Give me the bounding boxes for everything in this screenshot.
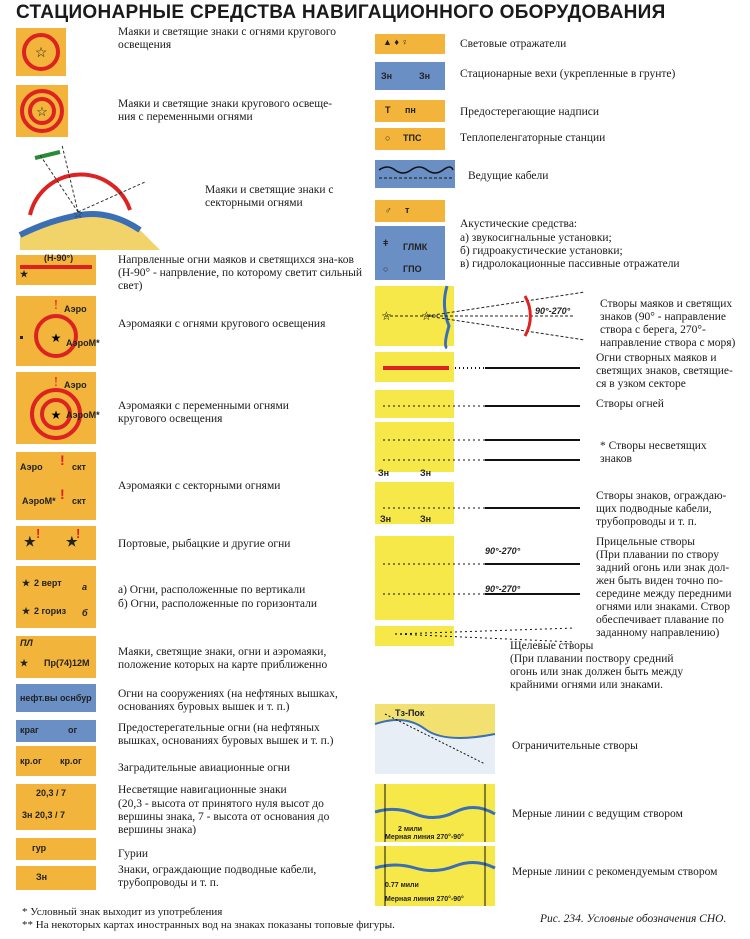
text-limiting: Ограничительные створы [512, 740, 638, 752]
label-zn-r6: Зн [420, 514, 432, 524]
label-gur: гур [32, 843, 47, 853]
symbol-port-lights [16, 526, 96, 560]
svg-text:☆: ☆ [381, 309, 392, 323]
label-goriz: 2 гориз [34, 606, 67, 616]
text-aiming-note: (При плавании по створу задний огонь или знак дол-жен быть виден точно по-середине между передними огнями или знаками. Створ обеспечивает плавание по заданному направлению) [596, 549, 732, 639]
figure-caption: Рис. 234. Условные обозначения СНО. [540, 913, 727, 925]
label-skt-2: скт [72, 496, 86, 506]
svg-text:!: ! [53, 298, 59, 313]
symbol-cable-marks [16, 866, 96, 890]
label-krag: краг [20, 725, 39, 735]
label-aerom-3: АэроМ* [22, 496, 56, 506]
symbol-vert-horiz [16, 566, 96, 628]
symbol-stakes [375, 62, 445, 90]
symbol-acoustic-sound [375, 200, 445, 222]
label-b: б [82, 608, 88, 618]
text-aero-variable: Аэромаяки с переменными огнями кругового освещения [118, 400, 289, 425]
symbol-acoustic-hydro [375, 226, 445, 280]
label-zn-r3: Зн [378, 468, 390, 478]
t-icon: T [385, 105, 391, 115]
symbol-circular-light [16, 28, 66, 76]
exclaim-icon: ! [60, 452, 65, 468]
footnote-2: ** На некоторых картах иностранных вод на знаках показаны топовые фигуры. [22, 919, 395, 931]
text-directed: Напрвленные огни маяков и светящихся зна-ков (Н-90° - напрвление, по которому светит сильный свет) [118, 254, 363, 292]
bell-icon: ♂ [385, 205, 392, 215]
text-inscriptions: Предостерегающие надписи [460, 106, 600, 118]
text-leading-lines: Створы маяков и светящих знаков (90° - направление створа с берега, 270°- направление створа с моря) [600, 298, 736, 349]
label-aerom-2: АэроМ* [66, 410, 100, 420]
text-aero-circular: Аэромаяки с огнями кругового освещения [118, 318, 326, 330]
text-stakes: Стационарные вехи (укрепленные в грунте) [460, 68, 676, 80]
text-measured-recommended: Мерные линии с рекомендуемым створом [512, 866, 718, 878]
svg-text:☆: ☆ [72, 207, 84, 221]
text-aero-sector: Аэромаяки с секторными огнями [118, 480, 281, 492]
label-krog-2: кр.ог [60, 756, 82, 766]
svg-text:★: ★ [50, 408, 62, 422]
hydro-icon: ǂ [383, 238, 389, 248]
text-cables: Ведущие кабели [468, 170, 549, 182]
text-horizontal: б) Огни, расположенные по горизонтали [118, 598, 317, 610]
footnote-1: * Условный знак выходит из употребления [22, 906, 223, 918]
label-og: ог [68, 725, 78, 735]
text-slot-lines: Щелевые створы [510, 640, 594, 652]
text-reflectors: Световые отражатели [460, 38, 567, 50]
svg-text:!: ! [53, 375, 59, 390]
svg-text:☆: ☆ [421, 309, 432, 323]
star-icon: ★ [22, 606, 31, 616]
text-light-lines: Створы огней [596, 398, 664, 410]
svg-text:☆: ☆ [36, 104, 48, 119]
symbol-aero-sector [16, 452, 96, 520]
text-unlit: Несветящие навигационные знаки [118, 784, 287, 796]
text-measured-leading: Мерные линии с ведущим створом [512, 808, 683, 820]
page-title: СТАЦИОНАРНЫЕ СРЕДСТВА НАВИГАЦИОННОГО ОБОРУДОВАНИЯ [16, 2, 666, 23]
text-warning: Предостерегательные огни (на нефтяных вышках, основаниях буровых вышек и т. п.) [118, 722, 334, 747]
label-mer2: Мерная линия 270°-90° [385, 834, 464, 841]
symbol-tps [375, 128, 445, 150]
text-acoustic-a: а) звукосигнальные установки; [460, 232, 612, 244]
label-a: а [82, 582, 88, 592]
symbol-unlit-marks [16, 784, 96, 830]
label-vert: 2 верт [34, 578, 62, 588]
symbol-cables [375, 160, 455, 188]
text-structures: Огни на сооружениях (на нефтяных вышках, основаниях буровых вышек и т. п.) [118, 688, 338, 713]
text-port: Портовые, рыбацкие и другие огни [118, 538, 291, 550]
symbol-guriy [16, 838, 96, 860]
label-mer1: 2 мили [398, 826, 423, 833]
label-zn: Зн [36, 872, 48, 882]
label-gpo: ГПО [403, 264, 422, 274]
svg-text:★: ★ [50, 331, 62, 345]
text-acoustic-b: б) гидроакустические установки; [460, 245, 623, 257]
text-sector: Маяки и светящие знаки с секторными огнями [205, 184, 334, 209]
label-zn-r5: Зн [380, 514, 392, 524]
label-aerom: АэроМ* [66, 338, 100, 348]
label-tps: ТПС [403, 133, 422, 143]
sector-light-diagram [10, 140, 180, 250]
exclaim-icon: ! [76, 526, 81, 541]
text-acoustic-c: в) гидролокационные пассивные отражатели [460, 258, 680, 270]
label-skt-1: скт [72, 462, 86, 472]
exclaim-icon: ! [60, 486, 65, 502]
symbol-warning-inscriptions [375, 100, 445, 122]
star-icon: ★ [20, 658, 29, 668]
symbol-reflectors [375, 34, 445, 54]
star-icon: ★ [20, 269, 29, 279]
label-osnbur: оснбур [60, 693, 92, 703]
label-pp: ПЛ [20, 638, 33, 648]
label-zn-right-2: Зн [419, 71, 431, 81]
label-pri: Пр(74)12М [44, 658, 90, 668]
label-aero-2: Аэро [64, 380, 87, 390]
symbol-directed-light [16, 255, 96, 285]
text-cable-lines: Створы знаков, ограждаю-щих подводные кабели, трубопроводы и т. п. [596, 490, 727, 528]
label-aero-3: Аэро [20, 462, 43, 472]
text-guriy: Гурии [118, 848, 149, 860]
exclaim-icon: ! [36, 526, 41, 541]
symbol-warning-lights [16, 720, 96, 742]
label-zn-r4: Зн [420, 468, 432, 478]
circle-icon: ○ [383, 264, 389, 274]
symbol-approximate [16, 636, 96, 678]
star-icon: ★ [66, 534, 78, 549]
symbol-aviation-lights [16, 746, 96, 776]
text-unlit-lines: * Створы несветящих знаков [600, 440, 707, 465]
label-zn-right-1: Зн [381, 71, 393, 81]
label-tz-pok: Тз-Пок [395, 708, 425, 718]
svg-text:☆: ☆ [34, 46, 48, 61]
circle-star-icon [16, 28, 66, 76]
label-krog-1: кр.ог [20, 756, 42, 766]
text-unlit-note: (20,3 - высота от принятого нуля высот до вершины знака, 7 - высота от основания до вершины знака) [118, 798, 330, 836]
text-cable: Знаки, ограждающие подводные кабели, трубопроводы и т. п. [118, 864, 317, 889]
limiting-lines-map [375, 704, 495, 774]
cable-wave-icon [375, 160, 455, 188]
label-height-2: 3н 20,3 / 7 [22, 810, 65, 820]
symbol-structure-lights [16, 684, 96, 712]
text-aviation: Заградительные авиационные огни [118, 762, 291, 774]
label-n90: (Н-90°) [44, 253, 74, 263]
label-mer4: Мерная линия 270°-90° [385, 896, 464, 903]
label-angle-1: 90°-270° [535, 306, 571, 316]
text-narrow-sector: Огни створных маяков и светящих знаков, светящие-ся в узком секторе [596, 352, 733, 390]
label-glmk: ГЛМК [403, 242, 428, 252]
symbol-aero-circular [16, 296, 100, 366]
text-vertical: а) Огни, расположенные по вертикали [118, 584, 306, 596]
text-approximate: Маяки, светящие знаки, огни и аэромаяки, положение которых на карте приближенно [118, 646, 328, 671]
text-variable: Маяки и светящие знаки кругового освеще-ния с переменными огнями [118, 98, 333, 123]
label-mer3: 0.77 мили [385, 882, 419, 889]
label-pn: пн [405, 105, 416, 115]
symbol-variable-light [16, 85, 68, 137]
reflector-icons: ▲ ♦ ♀ [383, 37, 409, 47]
label-angle-2: 90°-270° [485, 546, 521, 556]
text-slot-note: (При плавании постворy средний огонь или знак должен быть между крайними огнями или знаками. [510, 653, 684, 691]
text-aiming-lines: Прицельные створы [596, 536, 696, 548]
label-nefvy: нефт.вы [20, 693, 58, 703]
label-angle-3: 90°-270° [485, 584, 521, 594]
star-icon: ★ [24, 534, 36, 549]
star-icon: ★ [22, 578, 31, 588]
label-height-1: 20,3 / 7 [36, 788, 67, 798]
text-acoustic: Акустические средства: [460, 218, 578, 230]
text-tps: Теплопеленгаторные станции [460, 132, 606, 144]
label-t: т [405, 205, 410, 215]
double-circle-star-icon [16, 85, 68, 137]
label-aero: Аэро [64, 304, 87, 314]
circle-icon: ○ [385, 133, 391, 143]
text-circular: Маяки и светящие знаки с огнями кругового освещения [118, 26, 337, 51]
symbol-aero-variable [16, 372, 100, 444]
